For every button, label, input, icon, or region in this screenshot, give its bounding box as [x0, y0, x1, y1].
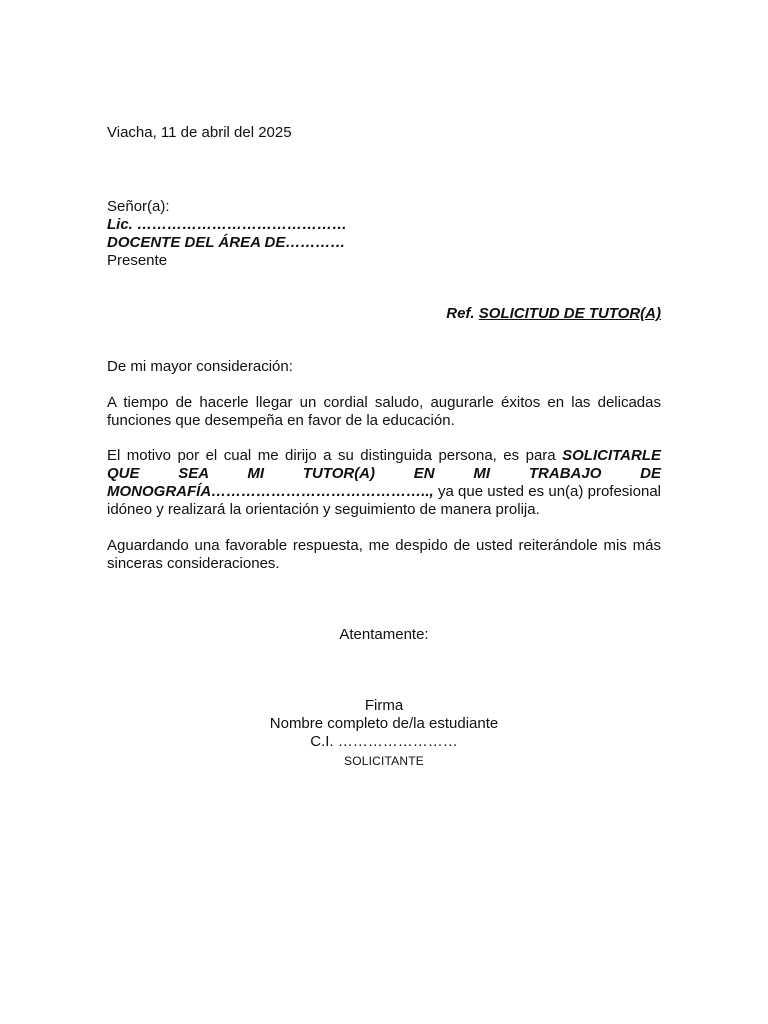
salutation-prefix: Señor(a):	[107, 198, 170, 215]
paragraph-2-emphasis: SOLICITARLE QUE SEA MI TUTOR(A) EN MI TRABAJO DE MONOGRAFÍA……………………………………..,	[107, 447, 661, 500]
paragraph-2-tail: ya que usted es un(a) profesional idóneo y realizará la orientación y seguimiento de manera prolija.	[107, 483, 661, 518]
reference-line	[446, 305, 661, 323]
reference-subject: SOLICITUD DE TUTOR(A)	[478, 305, 661, 322]
closing-line: Atentamente:	[339, 626, 429, 643]
signature-full-name: Nombre completo de/la estudiante	[269, 715, 499, 732]
recipient-role: DOCENTE DEL ÁREA DE…………	[107, 234, 346, 251]
paragraph-2-lead: El motivo por el cual me dirijo a su distinguida persona, es para	[107, 447, 556, 464]
paragraph-2	[107, 447, 661, 519]
date-line: Viacha, 11 de abril del 2025	[107, 124, 292, 141]
paragraph-1: A tiempo de hacerle llegar un cordial saludo, augurarle éxitos en las delicadas funciones que desempeña en favor de la educación.	[107, 394, 661, 429]
reference-prefix: Ref.	[446, 305, 475, 322]
presente-line: Presente	[107, 252, 168, 269]
greeting: De mi mayor consideración:	[107, 358, 293, 375]
signature-ci: C.I. ……………………	[310, 733, 458, 750]
paragraph-3: Aguardando una favorable respuesta, me despido de usted reiterándole mis más sinceras consideraciones.	[107, 537, 661, 572]
signature-firma: Firma	[364, 697, 404, 714]
signature-role: SOLICITANTE	[344, 754, 424, 768]
recipient-title: Lic. ……………………………………	[107, 216, 348, 233]
